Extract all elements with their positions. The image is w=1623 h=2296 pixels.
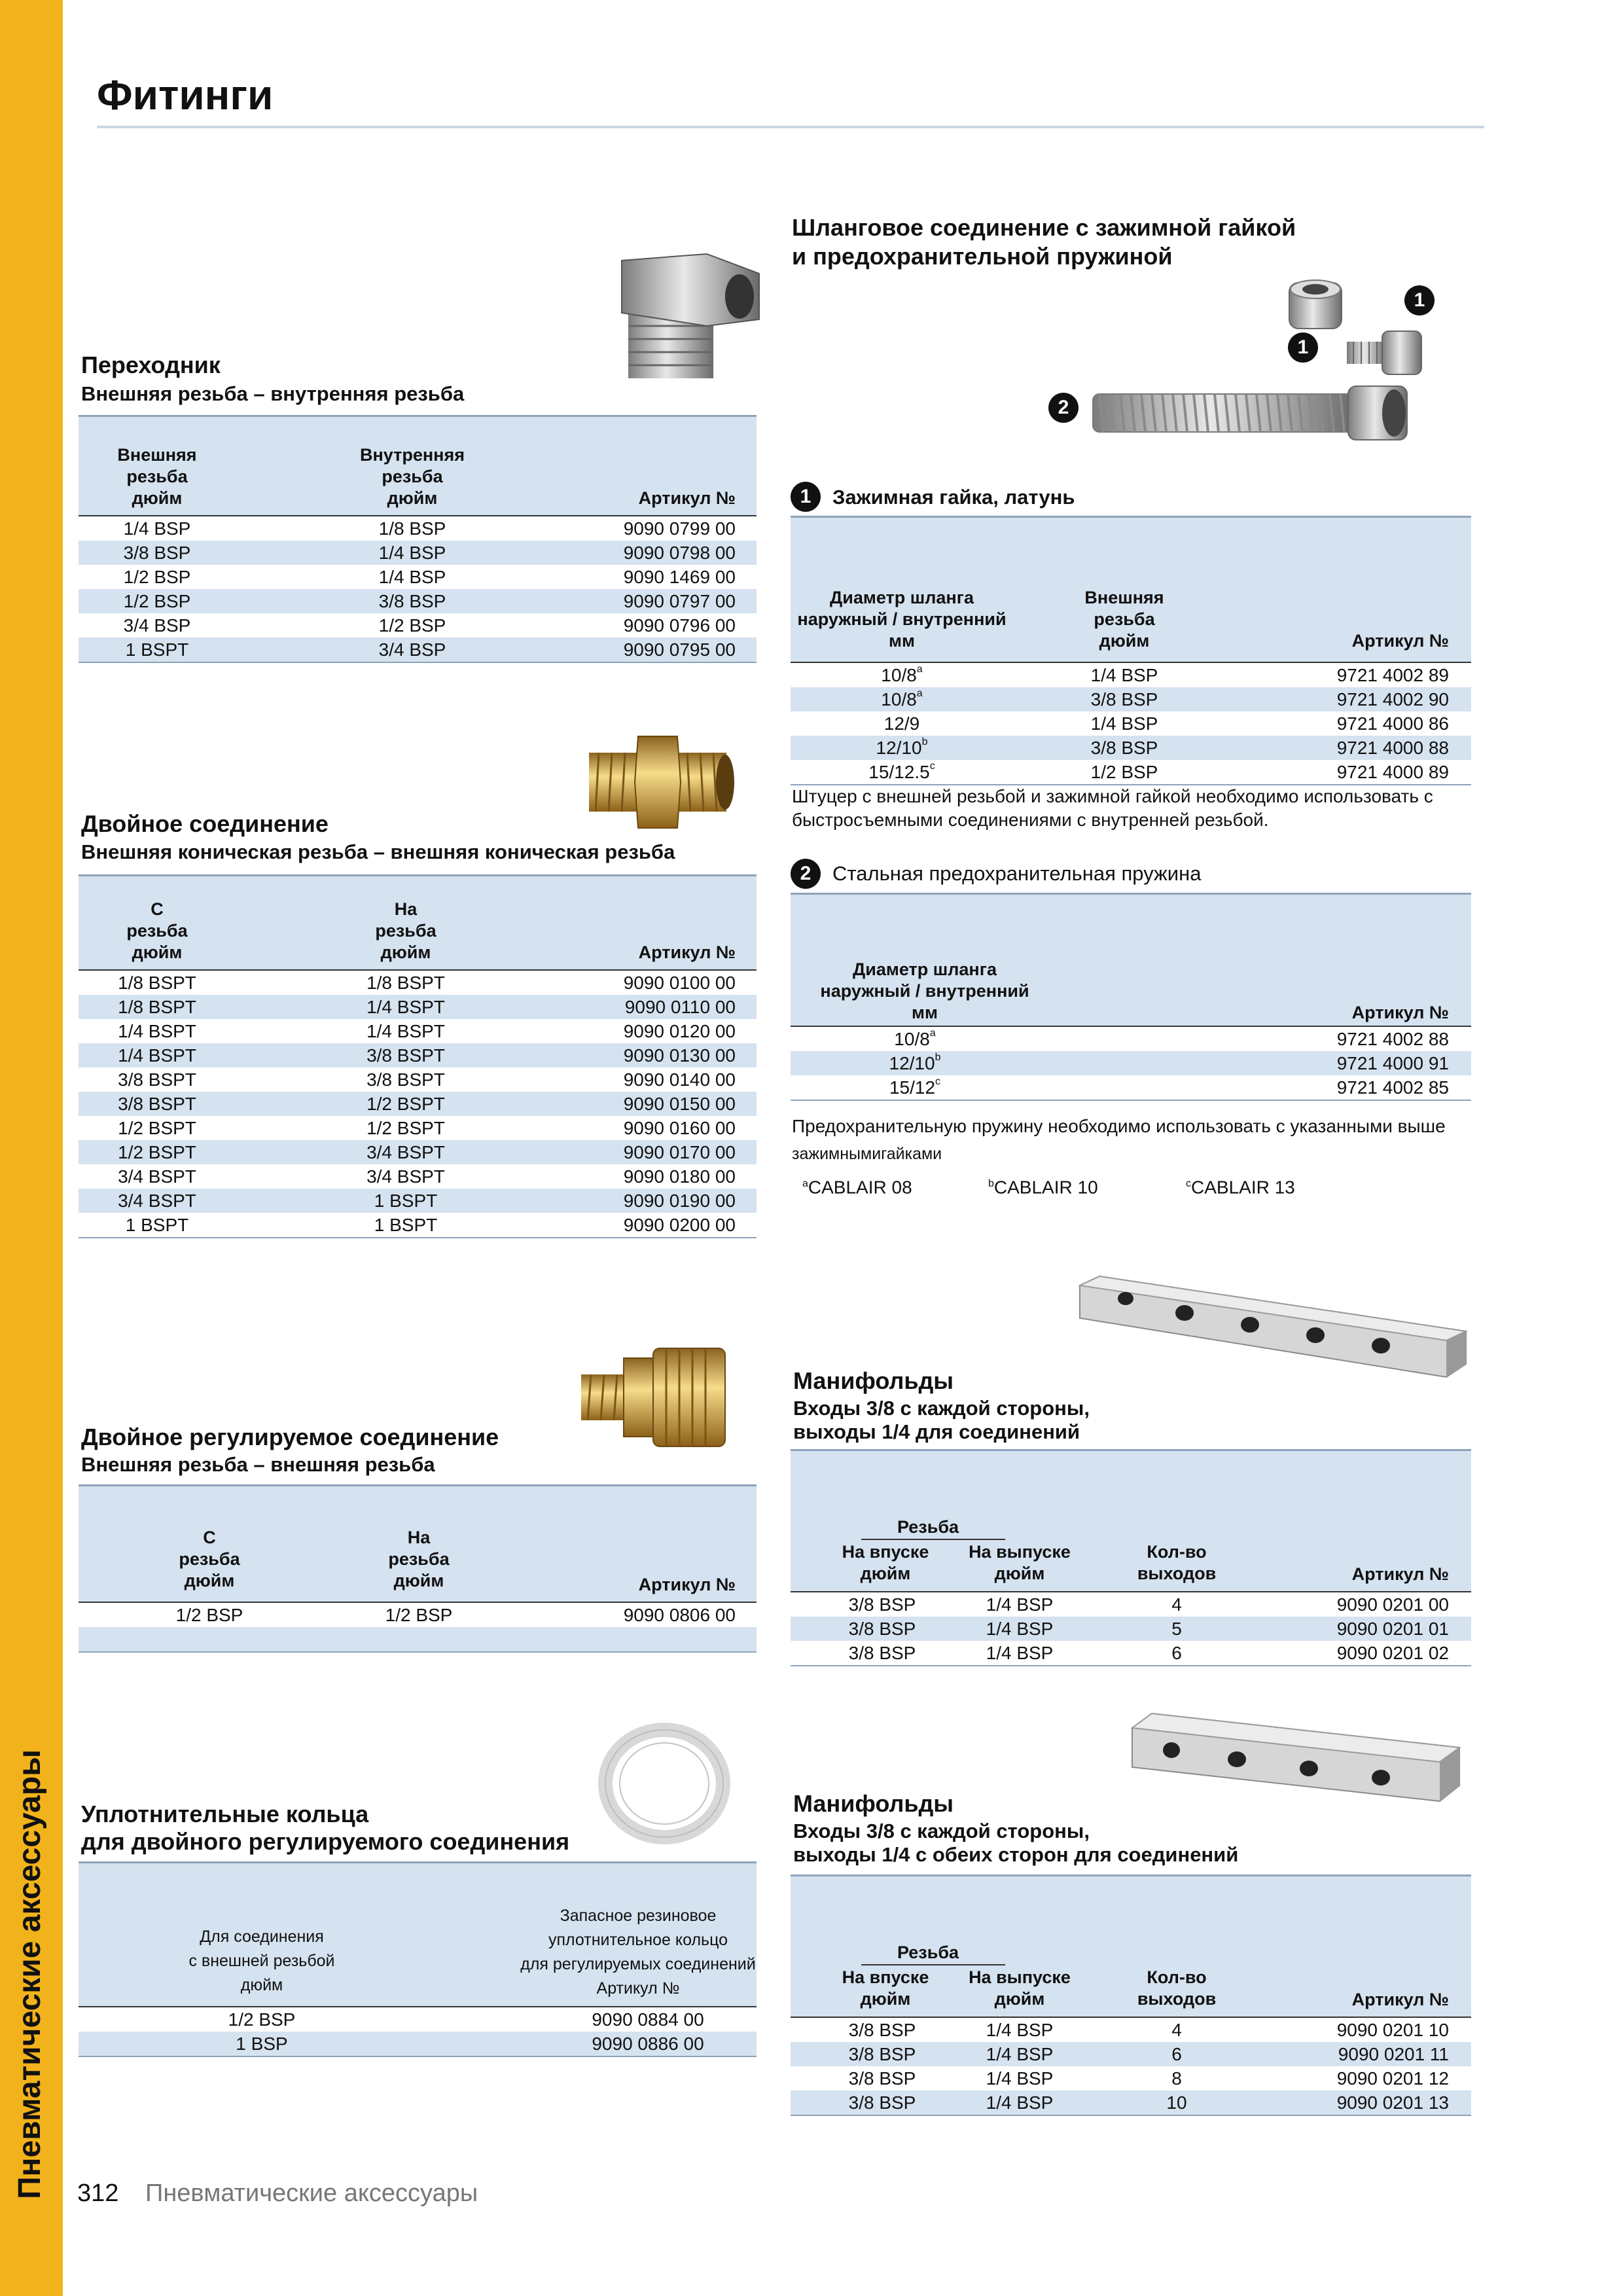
adjustable-header-article: Артикул №	[638, 1575, 736, 1594]
footer-section: Пневматические аксессуары	[145, 2179, 478, 2207]
table-row: 1/2 BSP 1/2 BSP 9090 0806 00	[175, 1605, 736, 1625]
nut-table	[791, 516, 1471, 785]
adapter-header-article: Артикул №	[638, 488, 736, 508]
manifold-2-sub1: Входы 3/8 с каждой стороны,	[793, 1820, 1090, 1842]
nut-header-diameter: Диаметр шланга наружный / внутренний мм	[797, 588, 1007, 651]
hose-badge-1-middle: 1	[1288, 332, 1318, 363]
manifold-2-group-rule	[861, 1964, 1005, 1965]
spring-header-article: Артикул №	[1351, 1003, 1449, 1022]
manifold-1-header-article: Артикул №	[1351, 1564, 1449, 1584]
hose-badge-1-top: 1	[1404, 285, 1435, 315]
adapter-table	[79, 415, 757, 663]
double-connection-image	[576, 726, 740, 838]
page-title: Фитинги	[97, 71, 274, 118]
manifold-2-sub2: выходы 1/4 с обеих сторон для соединений	[793, 1843, 1239, 1866]
adjustable-header-from: С резьба дюйм	[179, 1528, 240, 1590]
table-row: 12/10$^b$ 9721 4000 91	[791, 1051, 1471, 1075]
legend-c: $^c$CABLAIR 13	[1186, 1177, 1295, 1198]
manifold-2-header-outlet: На выпуске дюйм	[969, 1967, 1071, 2009]
double-header-to: На резьба дюйм	[375, 899, 437, 962]
adapter-rows	[79, 516, 757, 662]
table-row: 1 BSPT 3/4 BSP 9090 0795 00	[79, 637, 757, 662]
nut-title: Зажимная гайка, латунь	[832, 486, 1075, 509]
nut-header-article: Артикул №	[1351, 631, 1449, 651]
manifold-1-header-outlet: На выпуске дюйм	[969, 1542, 1071, 1583]
table-row: 12/9 1/4 BSP 9721 4000 86	[883, 713, 1449, 734]
table-row: 15/12.5$^c$ 1/2 BSP 9721 4000 89	[868, 761, 1449, 782]
table-row: 3/8 BSPT 3/8 BSPT 9090 0140 00	[118, 1069, 736, 1090]
sealing-ring-image	[596, 1721, 733, 1846]
table-row: 3/4 BSPT 1 BSPT 9090 0190 00	[79, 1189, 757, 1213]
hose-badge-2: 2	[1048, 393, 1079, 423]
double-rows	[79, 971, 757, 1237]
rings-header-connection: Для соединения с внешней резьбой дюйм	[188, 1928, 335, 1994]
table-row: 1/4 BSPT 1/4 BSPT 9090 0120 00	[118, 1021, 736, 1041]
table-row: 3/8 BSP 1/4 BSP 6 9090 0201 02	[848, 1643, 1449, 1663]
manifold-2-table	[791, 1874, 1471, 2116]
table-row: 1/2 BSPT 1/2 BSPT 9090 0160 00	[118, 1118, 736, 1138]
table-row: 3/8 BSP 1/4 BSP 9090 0798 00	[79, 541, 757, 565]
table-row: 1/2 BSP 1/4 BSP 9090 1469 00	[123, 567, 736, 587]
adjustable-table	[79, 1484, 757, 1653]
table-row: 1 BSPT 1 BSPT 9090 0200 00	[125, 1215, 736, 1235]
table-row: 3/8 BSP 1/4 BSP 8 9090 0201 12	[848, 2068, 1449, 2089]
spring-note-line1: Предохранительную пружину необходимо использовать с указанными выше	[792, 1116, 1446, 1136]
table-row: 3/8 BSPT 1/2 BSPT 9090 0150 00	[79, 1092, 757, 1116]
double-subtitle: Внешняя коническая резьба – внешняя коническая резьба	[81, 840, 675, 863]
table-row: 10/8$^a$ 9721 4002 88	[894, 1028, 1449, 1049]
adjustable-title: Двойное регулируемое соединение	[81, 1424, 499, 1450]
manifold-1-sub2: выходы 1/4 для соединений	[793, 1420, 1080, 1443]
table-row: 1/4 BSP 1/8 BSP 9090 0799 00	[123, 518, 736, 539]
rings-table	[79, 1861, 757, 2057]
nut-header-thread: Внешняя резьба дюйм	[1084, 588, 1164, 651]
double-header-from: С резьба дюйм	[126, 899, 188, 962]
spring-image	[1086, 380, 1414, 445]
table-row: 3/4 BSPT 3/4 BSPT 9090 0180 00	[118, 1166, 736, 1187]
hose-title-line2: и предохранительной пружиной	[792, 243, 1173, 270]
rings-header-article: Запасное резиновое уплотнительное кольцо для регулируемых соединений Артикул №	[520, 1907, 756, 1998]
nut-badge: 1	[791, 482, 821, 512]
manifold-1-header-group: Резьба	[897, 1517, 959, 1537]
spring-note-line2: зажимнымигайками	[792, 1145, 942, 1163]
adapter-image	[609, 247, 766, 391]
manifold-2-header-inlet: На впуске дюйм	[842, 1967, 929, 2009]
manifold-1-table	[791, 1449, 1471, 1666]
nut-note-line1: Штуцер с внешней резьбой и зажимной гайкой необходимо использовать с	[792, 786, 1433, 806]
spring-title: Стальная предохранительная пружина	[832, 862, 1202, 885]
manifold-1-title: Манифольды	[793, 1367, 954, 1394]
double-header-article: Артикул №	[638, 942, 736, 962]
manifold-2-title: Манифольды	[793, 1790, 954, 1817]
sidebar-label: Пневматические аксессуары	[12, 1749, 47, 2199]
table-row: 3/8 BSP 1/4 BSP 5 9090 0201 01	[791, 1617, 1471, 1641]
rings-subtitle: для двойного регулируемого соединения	[81, 1828, 570, 1855]
manifold-1-group-rule	[861, 1539, 1005, 1540]
table-row: 1/8 BSPT 1/4 BSPT 9090 0110 00	[79, 995, 757, 1019]
manifold-1-image	[1073, 1272, 1479, 1390]
table-row: 15/12$^c$ 9721 4002 85	[889, 1076, 1449, 1098]
table-row: 12/10$^b$ 3/8 BSP 9721 4000 88	[791, 736, 1471, 760]
manifold-2-header-count: Кол-во выходов	[1137, 1967, 1217, 2009]
table-row: 10/8$^a$ 1/4 BSP 9721 4002 89	[881, 664, 1449, 685]
table-row: 1/8 BSPT 1/8 BSPT 9090 0100 00	[118, 973, 736, 993]
manifold-2-header-article: Артикул №	[1351, 1990, 1449, 2009]
adjustable-subtitle: Внешняя резьба – внешняя резьба	[81, 1453, 435, 1476]
page-number: 312	[77, 2179, 119, 2207]
table-row-empty	[79, 1627, 757, 1651]
double-title: Двойное соединение	[81, 810, 329, 837]
table-row: 1 BSP 9090 0886 00	[79, 2032, 757, 2056]
legend-a: $^a$CABLAIR 08	[802, 1177, 912, 1198]
adjustable-header-to: На резьба дюйм	[388, 1528, 450, 1590]
spring-table	[791, 893, 1471, 1101]
hose-nipple-image	[1343, 323, 1428, 382]
manifold-1-sub1: Входы 3/8 с каждой стороны,	[793, 1397, 1090, 1420]
table-row: 1/2 BSPT 3/4 BSPT 9090 0170 00	[79, 1140, 757, 1164]
table-row: 3/4 BSP 1/2 BSP 9090 0796 00	[123, 615, 736, 636]
table-row: 3/8 BSP 1/4 BSP 4 9090 0201 00	[848, 1594, 1449, 1615]
table-row: 1/2 BSP 9090 0884 00	[228, 2009, 704, 2030]
manifold-1-header-inlet: На впуске дюйм	[842, 1542, 929, 1583]
adapter-header-inner: Внутренняя резьба дюйм	[359, 445, 465, 508]
table-row: 3/8 BSP 1/4 BSP 4 9090 0201 10	[848, 2020, 1449, 2040]
hose-title-line1: Шланговое соединение с зажимной гайкой	[792, 214, 1296, 241]
manifold-2-image	[1126, 1702, 1472, 1820]
adapter-title: Переходник	[81, 351, 221, 378]
table-row: 10/8$^a$ 3/8 BSP 9721 4002 90	[791, 687, 1471, 711]
nut-note-line2: быстросъемными соединениями с внутренней резьбой.	[792, 810, 1269, 830]
table-row: 1/4 BSPT 3/8 BSPT 9090 0130 00	[79, 1043, 757, 1067]
table-row: 3/8 BSP 1/4 BSP 6 9090 0201 11	[791, 2042, 1471, 2066]
manifold-2-header-group: Резьба	[897, 1943, 959, 1962]
title-divider	[97, 126, 1484, 128]
table-row: 1/2 BSP 3/8 BSP 9090 0797 00	[79, 589, 757, 613]
adjustable-connection-image	[568, 1335, 745, 1453]
adapter-subtitle: Внешняя резьба – внутренняя резьба	[81, 382, 465, 405]
spring-badge: 2	[791, 859, 821, 889]
spring-header-diameter: Диаметр шланга наружный / внутренний мм	[820, 960, 1029, 1022]
rings-title: Уплотнительные кольца	[81, 1801, 369, 1827]
double-table	[79, 874, 757, 1238]
manifold-1-header-count: Кол-во выходов	[1137, 1542, 1217, 1583]
adapter-header-outer: Внешняя резьба дюйм	[117, 445, 197, 508]
table-row: 3/8 BSP 1/4 BSP 10 9090 0201 13	[791, 2090, 1471, 2115]
legend-b: $^b$CABLAIR 10	[988, 1177, 1098, 1198]
